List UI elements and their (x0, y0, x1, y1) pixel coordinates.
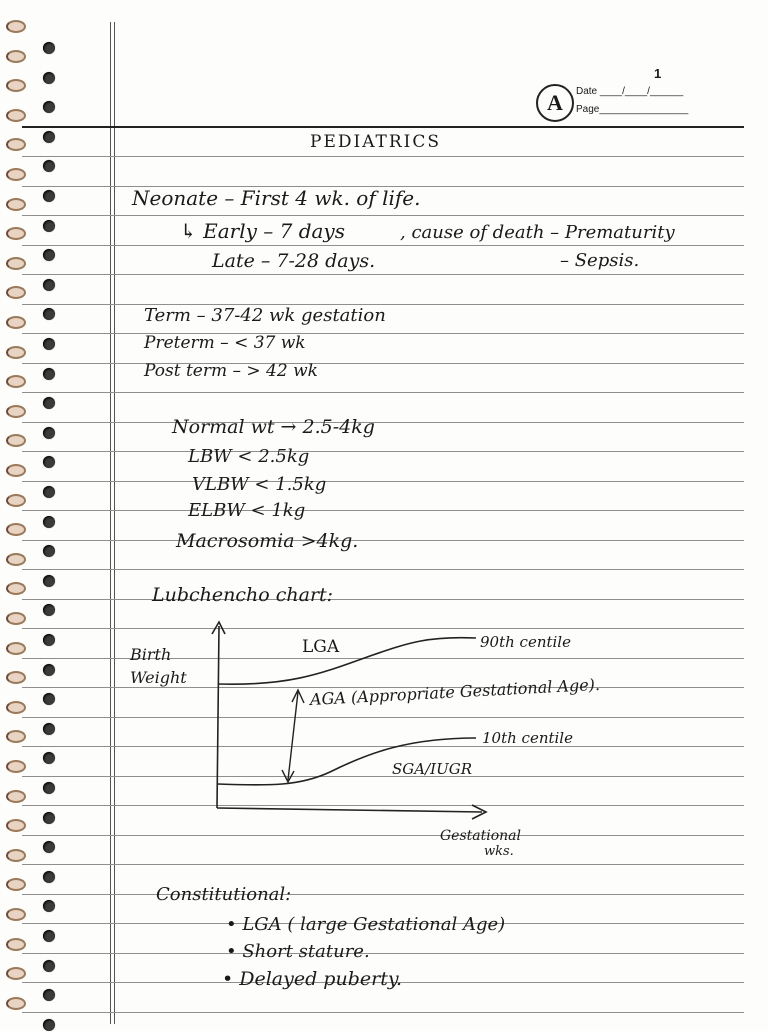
spiral-coil (6, 582, 26, 595)
binding-hole (43, 752, 55, 764)
spiral-coil (6, 434, 26, 447)
binding-hole (43, 101, 55, 113)
ruled-line (22, 776, 744, 777)
chart-heading: Lubchencho chart: (152, 584, 334, 606)
spiral-coil (6, 464, 26, 477)
spiral-coil (6, 612, 26, 625)
ruled-line (22, 481, 744, 482)
constitutional-item: • Delayed puberty. (222, 968, 403, 990)
ruled-line (22, 864, 744, 865)
binding-hole (43, 190, 55, 202)
spiral-coil (6, 198, 26, 211)
binding-hole (43, 160, 55, 172)
binding-hole (43, 634, 55, 646)
macrosomia: Macrosomia >4kg. (176, 530, 359, 552)
centile-10-label: 10th centile (482, 729, 573, 747)
spiral-coil (6, 375, 26, 388)
brand-logo: A (536, 84, 574, 122)
binding-hole (43, 575, 55, 587)
spiral-coil (6, 227, 26, 240)
binding-hole (43, 308, 55, 320)
preterm-definition: Preterm – < 37 wk (144, 333, 306, 353)
page-label: Page________________ (576, 104, 689, 115)
binding-hole (43, 397, 55, 409)
binding-hole (43, 841, 55, 853)
margin-line (110, 22, 111, 1024)
spiral-coil (6, 730, 26, 743)
neonate-late: Late – 7-28 days. (212, 250, 376, 272)
spiral-coil (6, 849, 26, 862)
ruled-line (22, 599, 744, 600)
binding-hole (43, 368, 55, 380)
ruled-line (22, 422, 744, 423)
ruled-line (22, 363, 744, 364)
binding-hole (43, 664, 55, 676)
vlbw: VLBW < 1.5kg (192, 474, 327, 495)
binding-hole (43, 900, 55, 912)
neonate-early-cause: , cause of death – Prematurity (400, 222, 675, 243)
constitutional-item: • Short stature. (226, 941, 370, 962)
binding-hole (43, 279, 55, 291)
binding-hole (43, 249, 55, 261)
ruled-line (22, 835, 744, 836)
postterm-definition: Post term – > 42 wk (144, 361, 318, 381)
binding-hole (43, 930, 55, 942)
spiral-coil (6, 346, 26, 359)
binding-hole (43, 72, 55, 84)
spiral-coil (6, 819, 26, 832)
spiral-coil (6, 523, 26, 536)
binding-hole (43, 338, 55, 350)
ruled-line (22, 717, 744, 718)
binding-hole (43, 427, 55, 439)
curve-90th-centile (218, 638, 476, 685)
ruled-line (22, 894, 744, 895)
spiral-coil (6, 316, 26, 329)
elbw: ELBW < 1kg (188, 500, 306, 521)
ruled-line (22, 746, 744, 747)
lga-label: LGA (302, 637, 340, 657)
ruled-line (22, 156, 744, 157)
ruled-line (22, 1012, 744, 1013)
spiral-coil (6, 168, 26, 181)
ruled-line (22, 628, 744, 629)
spiral-coil (6, 20, 26, 33)
binding-hole (43, 545, 55, 557)
spiral-coil (6, 938, 26, 951)
spiral-coil (6, 790, 26, 803)
binding-hole (43, 42, 55, 54)
binding-hole (43, 1019, 55, 1031)
binding-hole (43, 812, 55, 824)
page-title: PEDIATRICS (310, 132, 442, 152)
x-axis-label-line1: Gestational (440, 828, 521, 844)
lbw: LBW < 2.5kg (188, 446, 310, 467)
binding-hole (43, 516, 55, 528)
margin-line (114, 22, 115, 1024)
aga-label: AGA (Appropriate Gestational Age). (309, 674, 601, 709)
normal-weight: Normal wt → 2.5-4kg (172, 416, 375, 438)
y-axis-label-line1: Birth (130, 645, 172, 664)
spiral-coil (6, 760, 26, 773)
spiral-coil (6, 701, 26, 714)
spiral-coil (6, 878, 26, 891)
binding-hole (43, 871, 55, 883)
binding-hole (43, 960, 55, 972)
ruled-line (22, 540, 744, 541)
binding-hole (43, 131, 55, 143)
neonate-late-cause: – Sepsis. (560, 250, 640, 271)
header-rule (22, 126, 744, 128)
spiral-coil (6, 908, 26, 921)
spiral-coil (6, 642, 26, 655)
x-axis-label-line2: wks. (484, 844, 514, 859)
centile-90-label: 90th centile (480, 633, 571, 651)
page-number: 1 (654, 66, 662, 81)
ruled-line (22, 569, 744, 570)
binding-hole (43, 456, 55, 468)
x-axis-arrow (472, 805, 486, 819)
ruled-line (22, 510, 744, 511)
constitutional-heading: Constitutional: (156, 884, 292, 905)
spiral-coil (6, 967, 26, 980)
date-label: Date ____/____/______ (576, 86, 684, 97)
spiral-coil (6, 671, 26, 684)
ruled-line (22, 805, 744, 806)
ruled-line (22, 245, 744, 246)
spiral-coil (6, 494, 26, 507)
ruled-line (22, 392, 744, 393)
x-axis (217, 808, 482, 812)
binding-hole (43, 220, 55, 232)
spiral-binding (0, 0, 60, 1024)
spiral-coil (6, 997, 26, 1010)
binding-hole (43, 989, 55, 1001)
ruled-line (22, 333, 744, 334)
binding-hole (43, 604, 55, 616)
ruled-line (22, 274, 744, 275)
constitutional-item: • LGA ( large Gestational Age) (226, 914, 506, 935)
neonate-early: ↳ Early – 7 days (180, 219, 345, 243)
spiral-coil (6, 50, 26, 63)
binding-hole (43, 723, 55, 735)
spiral-coil (6, 405, 26, 418)
binding-hole (43, 693, 55, 705)
binding-hole (43, 486, 55, 498)
ruled-line (22, 215, 744, 216)
ruled-line (22, 451, 744, 452)
spiral-coil (6, 109, 26, 122)
aga-range-arrow (288, 692, 298, 780)
spiral-coil (6, 79, 26, 92)
sga-label: SGA/IUGR (392, 760, 472, 778)
ruled-line (22, 953, 744, 954)
spiral-coil (6, 138, 26, 151)
term-definition: Term – 37-42 wk gestation (144, 305, 386, 326)
spiral-coil (6, 257, 26, 270)
binding-hole (43, 782, 55, 794)
y-axis-label-line2: Weight (130, 668, 187, 687)
spiral-coil (6, 553, 26, 566)
spiral-coil (6, 286, 26, 299)
neonate-definition: Neonate – First 4 wk. of life. (132, 186, 421, 210)
